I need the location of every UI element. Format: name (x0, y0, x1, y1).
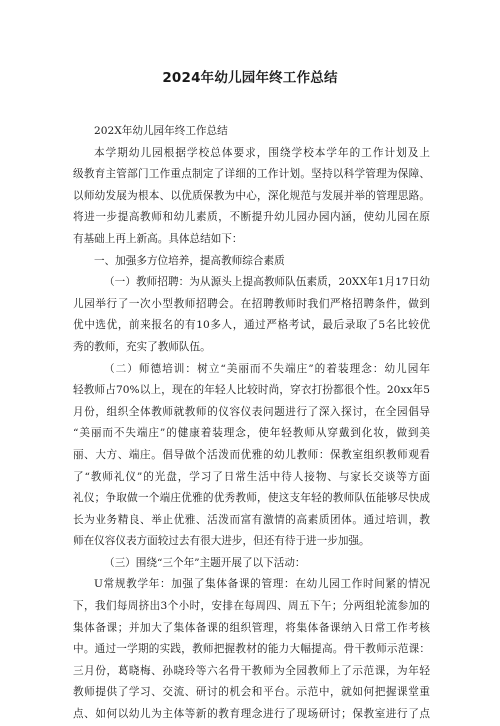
text-line: “美丽而不失端庄”的健康着装理念，使年轻教师从穿戴到化妆，做到美 (73, 427, 430, 440)
text-line: 级教育主管部门工作重点制定了详细的工作计划。坚持以科学管理为保障、 (73, 168, 430, 181)
text-line: 三月份，葛晓梅、孙晓玲等六名骨干教师为全园教师上了示范课，为年轻 (73, 664, 430, 677)
text-line: U常规教学年：加强了集体备课的管理：在幼儿园工作时间紧的情况 (94, 578, 430, 591)
text-line: 儿园举行了一次小型教师招聘会。在招聘教师时我们严格招聘条件，做到 (73, 297, 430, 310)
document-body (73, 121, 430, 726)
text-line: 教师提供了学习、交流、研讨的机会和平台。示范中，就如何把握课堂重 (73, 686, 430, 699)
text-line: 中。通过一学期的实践，教师把握教材的能力大幅提高。骨干教师示范课： (73, 643, 430, 656)
text-line: 轻教师占70%以上，现在的年轻人比较时尚，穿衣打扮都很个性。20xx年5 (73, 384, 430, 397)
text-line: 下，我们每周挤出3个小时，安排在每周四、周五下午；分两组轮流参加的 (73, 600, 430, 613)
text-line: 本学期幼儿园根据学校总体要求，围绕学校本学年的工作计划及上 (94, 146, 430, 159)
text-line: 优中选优，前来报名的有10多人，通过严格考试，最后录取了5名比较优 (73, 319, 430, 332)
text-line: 月份，组织全体教师就教师的仪容仪表问题进行了深入探讨，在全园倡导 (73, 405, 430, 418)
text-line: 将进一步提高教师和幼儿素质，不断提升幼儿园办园内涵，使幼儿园在原 (73, 211, 430, 224)
text-line: 长为业务精良、举止优雅、活泼而富有激情的高素质团体。通过培训，教 (73, 513, 430, 526)
text-line: 了“教师礼仪”的光盘，学习了日常生活中待人接物、与家长交谈等方面 (73, 470, 430, 483)
text-line: 有基础上再上新高。具体总结如下： (73, 232, 243, 245)
text-line: 师在仪容仪表方面较过去有很大进步，但还有待于进一步加强。 (73, 535, 370, 548)
text-line: 以师幼发展为根本、以优质保教为中心，深化规范与发展并举的管理思路。 (73, 189, 430, 202)
page-title: 2024年幼儿园年终工作总结 (162, 70, 338, 86)
text-line: 集体备课；并加大了集体备课的组织管理，将集体备课纳入日常工作考核 (73, 621, 430, 634)
text-line: 点、如何以幼儿为主体等新的教育理念进行了现场研讨；保教室进行了点 (73, 708, 430, 721)
text-line: （二）师德培训：树立“美丽而不失端庄”的着装理念：幼儿园年 (104, 362, 430, 375)
text-line: 礼仪；争取做一个端庄优雅的优秀教师，使这支年轻的教师队伍能够尽快成 (73, 492, 430, 505)
text-line: 202X年幼儿园年终工作总结 (94, 125, 228, 137)
text-line: （三）围绕“三个年”主题开展了以下活动： (104, 556, 306, 569)
text-line: 一、加强多方位培养，提高教师综合素质 (94, 254, 285, 267)
text-line: （一）教师招聘：为从源头上提高教师队伍素质，20XX年1月17日幼 (104, 276, 430, 289)
text-line: 丽、大方、端庄。倡导做个活泼而优雅的幼儿教师：保教室组织教师观看 (73, 448, 430, 461)
text-line: 秀的教师，充实了教师队伍。 (73, 340, 211, 353)
